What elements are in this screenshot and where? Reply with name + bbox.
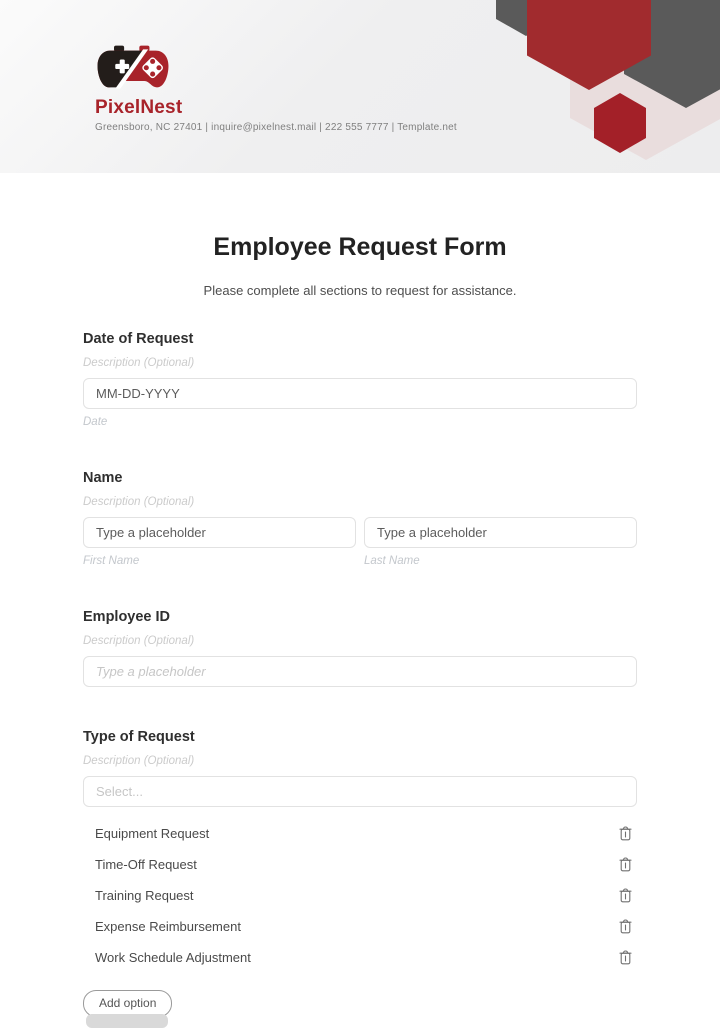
option-label: Equipment Request xyxy=(95,826,210,841)
options-list xyxy=(83,818,637,973)
field-description: Description (Optional) xyxy=(83,496,195,508)
delete-option-button[interactable] xyxy=(615,855,635,875)
section-type-of-request xyxy=(83,729,637,1017)
trash-icon xyxy=(619,919,632,934)
field-description: Description (Optional) xyxy=(83,357,195,369)
add-option-ghost xyxy=(86,1014,168,1028)
option-row-time-off-request[interactable] xyxy=(83,849,637,880)
field-sublabel-first-name: First Name xyxy=(83,555,140,567)
option-label: Training Request xyxy=(95,888,194,903)
contact-line: Greensboro, NC 27401 | inquire@pixelnest.mail | 222 555 7777 | Template.net xyxy=(95,122,457,133)
field-label: Date of Request xyxy=(83,331,194,347)
select-placeholder: Select... xyxy=(96,784,143,799)
trash-icon xyxy=(619,888,632,903)
field-description: Description (Optional) xyxy=(83,635,195,647)
brand-name: PixelNest xyxy=(95,97,183,118)
option-label: Work Schedule Adjustment xyxy=(95,950,251,965)
trash-icon xyxy=(619,950,632,965)
option-label: Expense Reimbursement xyxy=(95,919,241,934)
form-canvas xyxy=(0,233,720,1017)
first-name-input[interactable] xyxy=(83,517,356,548)
brand-block xyxy=(95,42,457,133)
field-label: Name xyxy=(83,470,123,486)
request-type-select[interactable] xyxy=(83,776,637,807)
section-name xyxy=(83,470,637,567)
section-date-of-request xyxy=(83,331,637,428)
game-controller-icon xyxy=(95,42,171,96)
last-name-input[interactable] xyxy=(364,517,637,548)
field-sublabel-date: Date xyxy=(83,416,108,428)
field-label: Employee ID xyxy=(83,609,171,625)
field-sublabel-last-name: Last Name xyxy=(364,555,420,567)
field-description: Description (Optional) xyxy=(83,755,195,767)
form-subtitle: Please complete all sections to request for assistance. xyxy=(203,283,517,298)
trash-icon xyxy=(619,826,632,841)
trash-icon xyxy=(619,857,632,872)
option-row-expense-reimbursement[interactable] xyxy=(83,911,637,942)
form-title: Employee Request Form xyxy=(213,233,507,261)
delete-option-button[interactable] xyxy=(615,948,635,968)
field-label: Type of Request xyxy=(83,729,195,745)
first-name-column xyxy=(83,508,356,567)
add-option-button[interactable]: Add option xyxy=(83,990,172,1017)
section-employee-id xyxy=(83,609,637,687)
delete-option-button[interactable] xyxy=(615,917,635,937)
letterhead-header xyxy=(0,0,720,173)
last-name-column xyxy=(364,508,637,567)
option-row-work-schedule-adjustment[interactable] xyxy=(83,942,637,973)
option-row-equipment-request[interactable] xyxy=(83,818,637,849)
delete-option-button[interactable] xyxy=(615,824,635,844)
delete-option-button[interactable] xyxy=(615,886,635,906)
employee-id-input[interactable] xyxy=(83,656,637,687)
date-input[interactable] xyxy=(83,378,637,409)
option-row-training-request[interactable] xyxy=(83,880,637,911)
option-label: Time-Off Request xyxy=(95,857,197,872)
